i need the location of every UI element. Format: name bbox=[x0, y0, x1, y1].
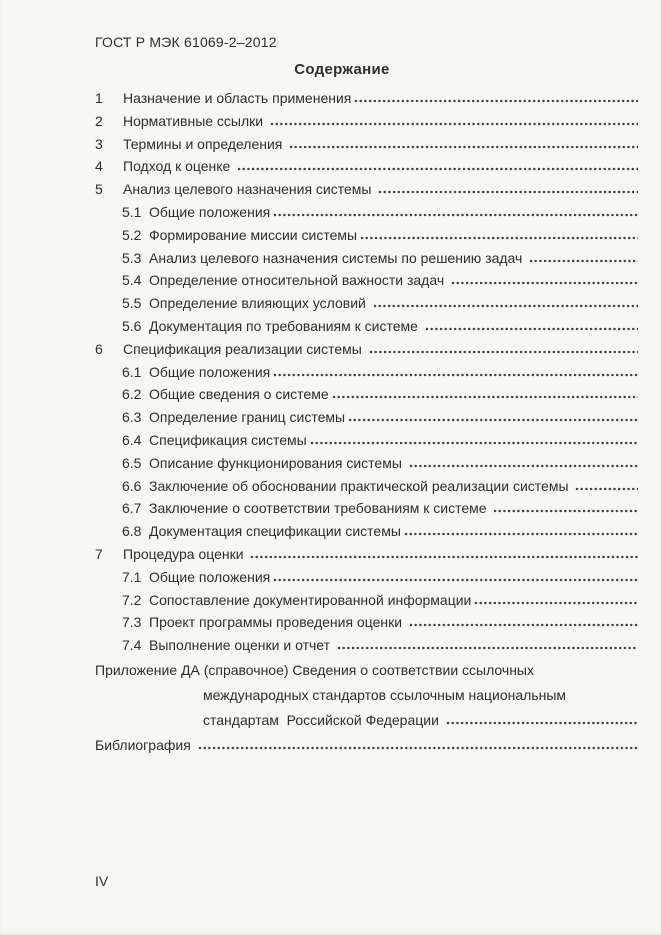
toc-entry-title: Определение относительной важности задач bbox=[149, 272, 449, 289]
dotted-leader bbox=[474, 601, 638, 605]
toc-entry-number: 5.6 bbox=[122, 317, 142, 334]
toc-entry-title: Заключение об обосновании практической реализации системы bbox=[149, 477, 573, 494]
toc-entry-number: 6.2 bbox=[122, 386, 142, 403]
toc-entry bbox=[95, 566, 638, 589]
toc-entry-title: Назначение и область применения bbox=[123, 90, 352, 106]
toc-entry-title: Анализ целевого назначения системы bbox=[123, 181, 376, 198]
toc-entry-title: Подход к оценке bbox=[123, 158, 235, 175]
appendix-entry bbox=[95, 658, 638, 733]
dotted-leader bbox=[378, 190, 638, 194]
toc-entry-title: Описание функционирования системы bbox=[149, 454, 406, 471]
toc-entry-title: Анализ целевого назначения системы по решению задач bbox=[149, 249, 527, 266]
dotted-leader bbox=[198, 746, 638, 750]
dotted-leader bbox=[451, 281, 638, 285]
toc-entry-number: 7.3 bbox=[122, 614, 142, 631]
dotted-leader bbox=[575, 487, 638, 491]
dotted-leader bbox=[250, 555, 638, 559]
toc-entry bbox=[95, 178, 638, 201]
appendix-line-3-text: стандартам Российской Федерации bbox=[203, 712, 443, 728]
toc-entry bbox=[95, 406, 638, 429]
toc-entry-title: Процедура оценки bbox=[123, 545, 248, 562]
toc-entry-number: 6.5 bbox=[122, 454, 142, 471]
toc-entry-number: 6 bbox=[95, 340, 103, 357]
dotted-leader bbox=[237, 167, 638, 171]
dotted-leader bbox=[373, 304, 638, 308]
appendix-line-3 bbox=[95, 708, 638, 733]
toc-entry-title: Определение границ системы bbox=[149, 409, 346, 426]
dotted-leader bbox=[404, 532, 638, 536]
toc-entry bbox=[95, 475, 638, 498]
toc-entry-title: Общие положения bbox=[149, 203, 271, 220]
bibliography-label: Библиография bbox=[95, 737, 195, 753]
toc-entry-title: Общие положения bbox=[149, 568, 271, 585]
dotted-leader bbox=[337, 646, 638, 650]
toc-entry-title: Формирование миссии системы bbox=[149, 226, 358, 243]
toc-entry-title: Документация спецификации системы bbox=[149, 523, 401, 540]
toc-entry bbox=[95, 383, 638, 406]
toc-entry-number: 7.4 bbox=[122, 637, 142, 654]
toc-entry-number: 1 bbox=[95, 90, 103, 106]
toc-entry bbox=[95, 361, 638, 384]
toc-entry-number: 6.3 bbox=[122, 409, 142, 426]
appendix-line-2: международных стандартов ссылочным национальным bbox=[203, 687, 567, 703]
document-designation: ГОСТ Р МЭК 61069-2–2012 bbox=[95, 34, 277, 50]
page-number: IV bbox=[95, 873, 109, 889]
toc-entry bbox=[95, 429, 638, 452]
toc-entry bbox=[95, 611, 638, 634]
dotted-leader bbox=[354, 99, 638, 103]
toc-entry-number: 7.2 bbox=[122, 591, 142, 608]
toc-entry bbox=[95, 110, 638, 133]
toc-entry-number: 6.6 bbox=[122, 477, 142, 494]
toc-entry bbox=[95, 315, 638, 338]
toc-entry-title: Спецификация реализации системы bbox=[123, 340, 366, 357]
toc-entry-title: Термины и определения bbox=[123, 135, 287, 152]
toc-entry-number: 4 bbox=[95, 158, 103, 175]
toc-entry bbox=[95, 338, 638, 361]
toc-entry bbox=[95, 224, 638, 247]
toc-entry-title: Выполнение оценки и отчет bbox=[149, 637, 334, 654]
dotted-leader bbox=[348, 418, 638, 422]
toc-entry-number: 7.1 bbox=[122, 568, 142, 585]
toc-entry-title: Общие положения bbox=[149, 363, 271, 380]
toc-entry-title: Заключение о соответствии требованиям к системе bbox=[149, 500, 491, 517]
appendix-line-1: Приложение ДА (справочное) Сведения о соответствии ссылочных bbox=[95, 662, 534, 678]
dotted-leader bbox=[310, 441, 638, 445]
toc-entry-title: Определение влияющих условий bbox=[149, 295, 370, 312]
toc-entry-number: 3 bbox=[95, 135, 103, 152]
toc-entry-number: 5.1 bbox=[122, 203, 142, 220]
toc-entry-number: 7 bbox=[95, 545, 103, 562]
dotted-leader bbox=[360, 236, 638, 240]
toc-entry bbox=[95, 269, 638, 292]
dotted-leader bbox=[529, 259, 638, 263]
bibliography-entry bbox=[95, 733, 638, 758]
toc-entry-number: 5 bbox=[95, 181, 103, 198]
dotted-leader bbox=[270, 122, 638, 126]
toc-entry-title: Проект программы проведения оценки bbox=[149, 614, 406, 631]
toc-entry-title: Документация по требованиям к системе bbox=[149, 317, 422, 334]
toc-entry-number: 6.4 bbox=[122, 431, 142, 448]
dotted-leader bbox=[493, 509, 638, 513]
toc-entry bbox=[95, 201, 638, 224]
toc-entry-number: 6.1 bbox=[122, 363, 142, 380]
toc-entry-number: 5.5 bbox=[122, 295, 142, 312]
dotted-leader bbox=[273, 578, 638, 582]
toc-entry bbox=[95, 155, 638, 178]
toc-entry bbox=[95, 634, 638, 657]
dotted-leader bbox=[409, 464, 638, 468]
toc-entry-number: 6.8 bbox=[122, 523, 142, 540]
toc-entry bbox=[95, 247, 638, 270]
toc-entry-number: 5.3 bbox=[122, 249, 142, 266]
toc-entry bbox=[95, 133, 638, 156]
toc-entry bbox=[95, 292, 638, 315]
toc-entry-number: 6.7 bbox=[122, 500, 142, 517]
dotted-leader bbox=[273, 373, 638, 377]
dotted-leader bbox=[409, 623, 638, 627]
dotted-leader bbox=[369, 350, 638, 354]
toc-entry-number: 5.4 bbox=[122, 272, 142, 289]
toc-entry-title: Спецификация системы bbox=[149, 431, 307, 448]
toc-entry bbox=[95, 589, 638, 612]
toc-entry bbox=[95, 87, 638, 110]
dotted-leader bbox=[273, 213, 638, 217]
toc-entry bbox=[95, 497, 638, 520]
toc-entry bbox=[95, 543, 638, 566]
toc-entry bbox=[95, 520, 638, 543]
dotted-leader bbox=[289, 145, 638, 149]
toc-entry-title: Сопоставление документированной информации bbox=[149, 591, 472, 608]
page-title: Содержание bbox=[294, 61, 390, 78]
toc-entry-title: Нормативные ссылки bbox=[123, 112, 267, 129]
dotted-leader bbox=[425, 327, 638, 331]
toc-list bbox=[95, 87, 638, 657]
dotted-leader bbox=[446, 721, 638, 725]
dotted-leader bbox=[332, 395, 638, 399]
toc-entry-number: 5.2 bbox=[122, 226, 142, 243]
toc-entry-title: Общие сведения о системе bbox=[149, 386, 329, 403]
toc-entry bbox=[95, 452, 638, 475]
toc-entry-number: 2 bbox=[95, 112, 103, 129]
